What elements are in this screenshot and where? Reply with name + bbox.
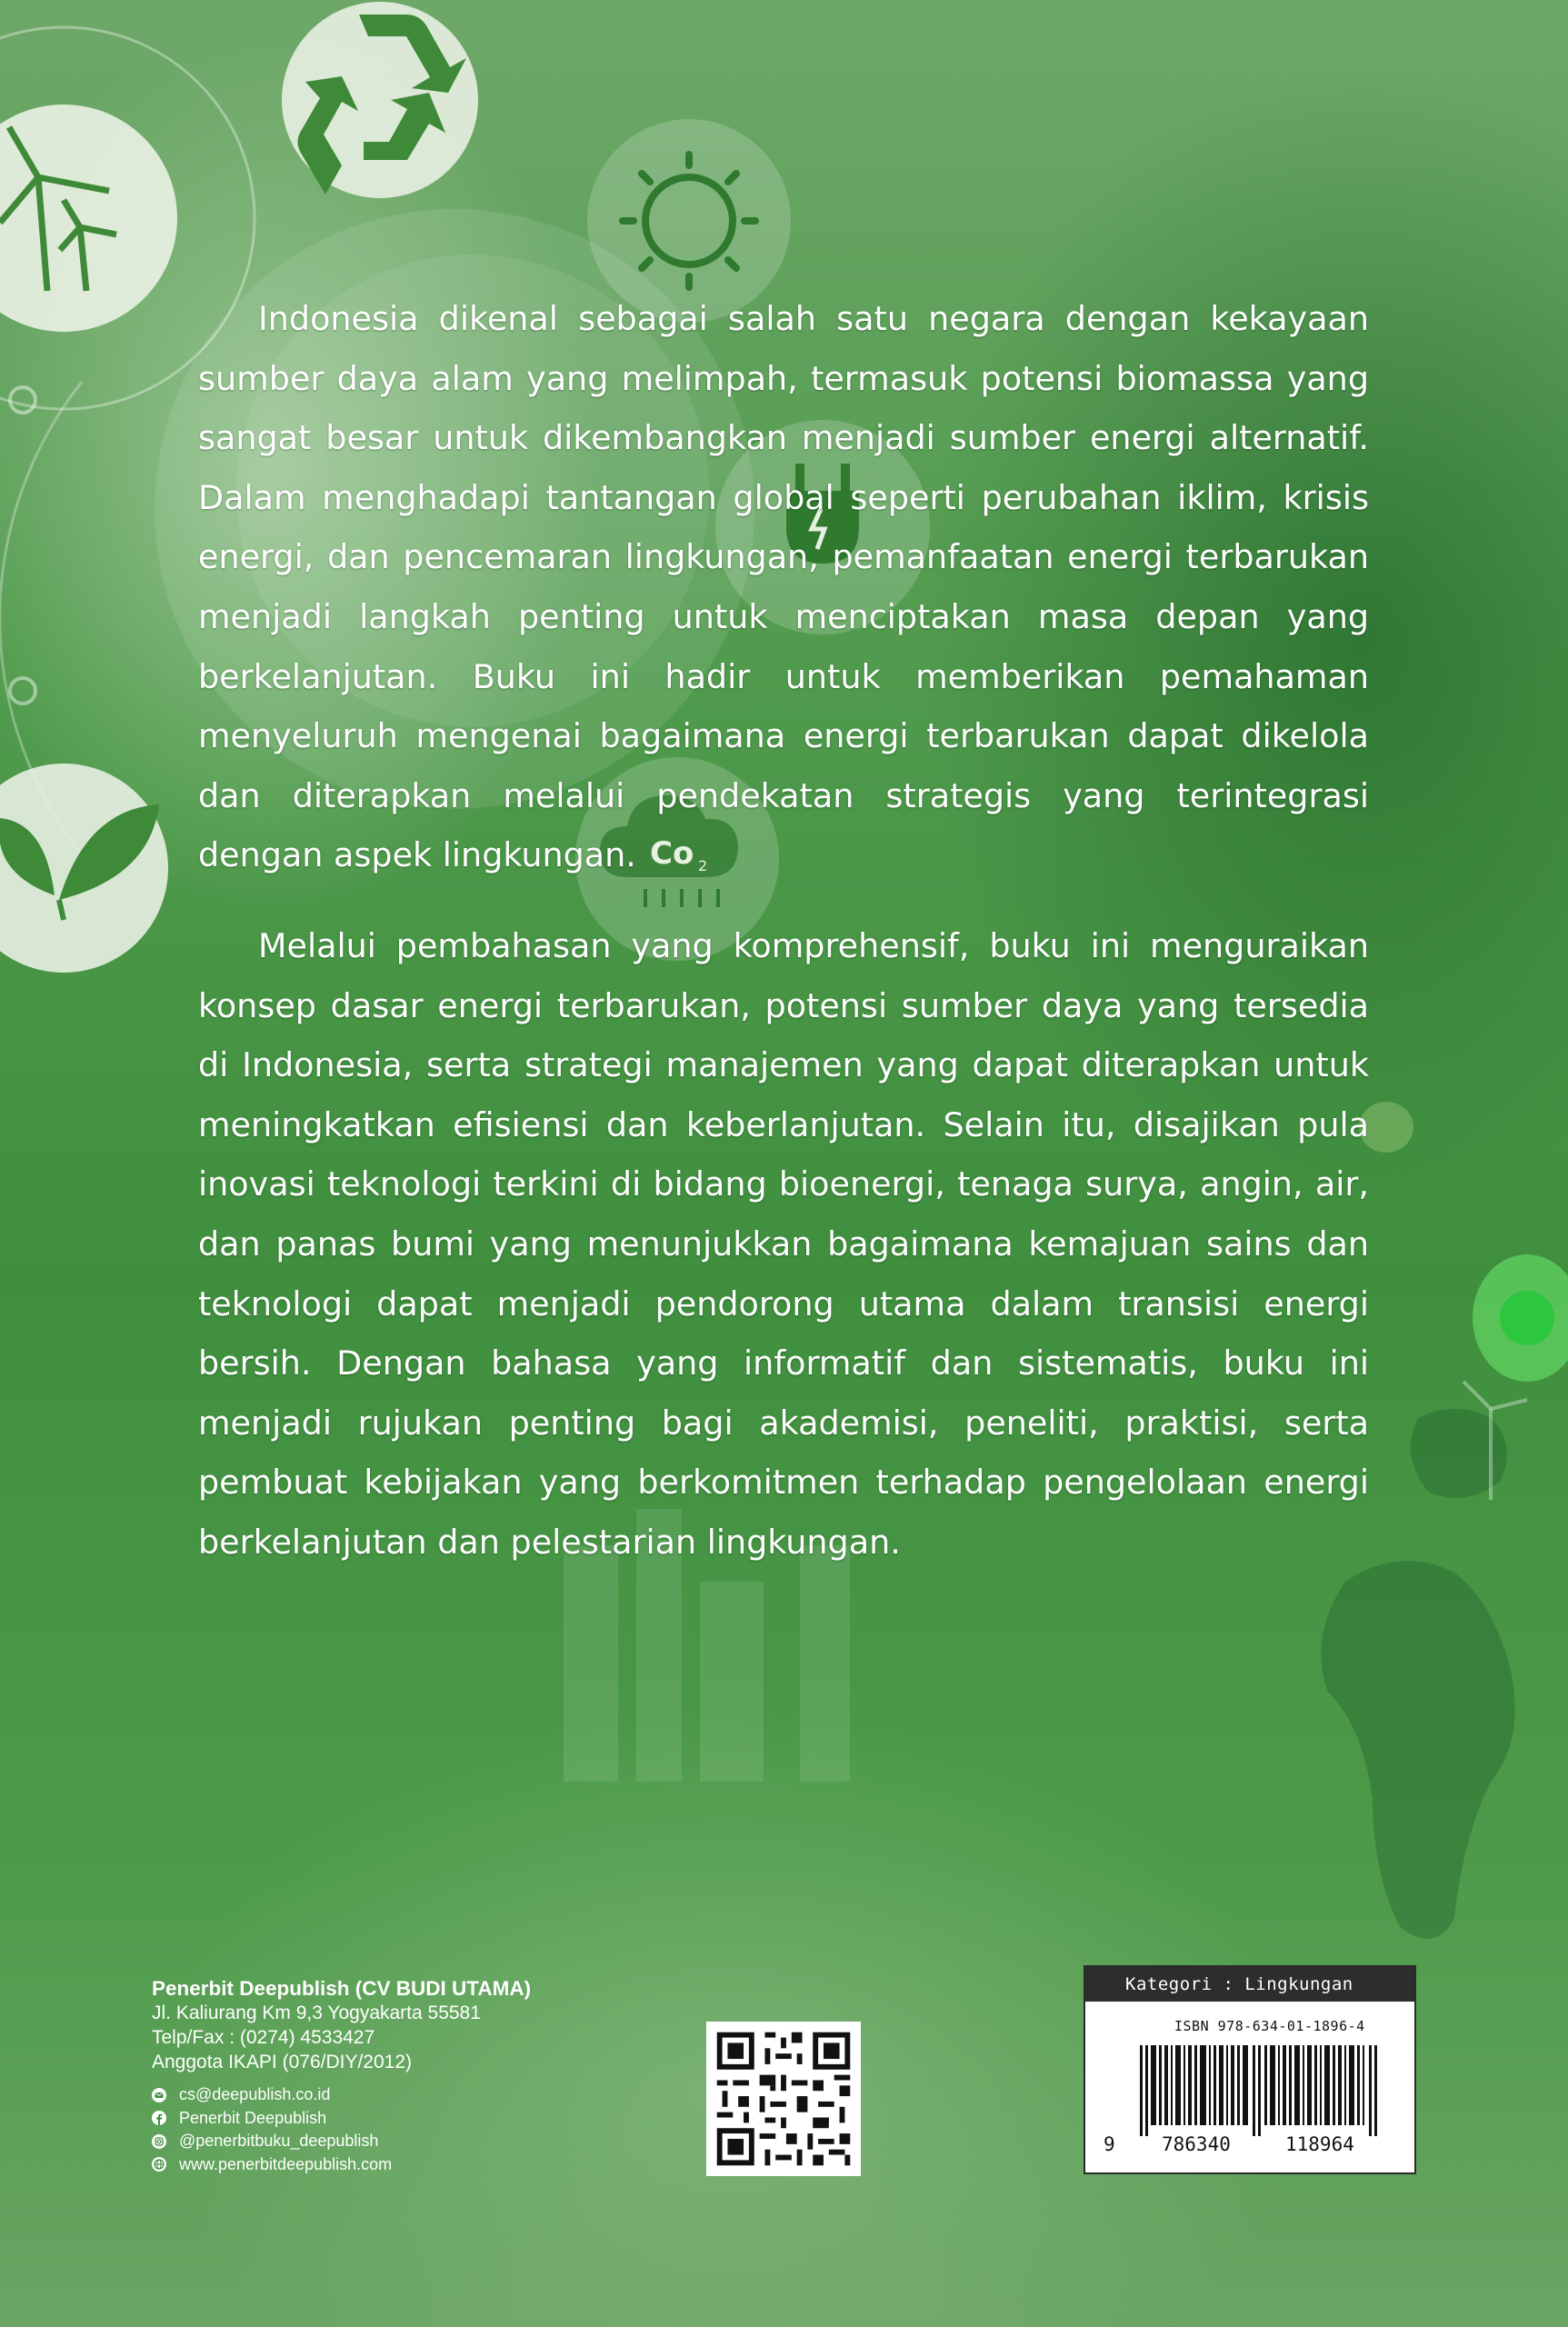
publisher-name: Penerbit Deepublish (CV BUDI UTAMA) [152,1977,532,2000]
barcode-icon [1140,2045,1378,2136]
category-label: Kategori : Lingkungan [1085,1967,1414,2002]
svg-text:2: 2 [698,857,708,874]
facebook-icon [152,2111,166,2125]
publisher-info [152,1976,624,2176]
publisher-contacts [152,2083,624,2176]
qr-code-icon [706,2022,861,2176]
publisher-member: Anggota IKAPI (076/DIY/2012) [152,2052,413,2072]
publisher-address: Jl. Kaliurang Km 9,3 Yogyakarta 55581 [152,2002,481,2023]
contact-instagram-text: @penerbitbuku_deepublish [179,2132,379,2150]
isbn-text: ISBN 978-634-01-1896-4 [1174,2018,1365,2034]
recycle-icon [282,2,478,198]
contact-email-text: cs@deepublish.co.id [179,2085,331,2103]
globe-icon [152,2157,166,2172]
barcode-digits-left: 786340 [1162,2133,1231,2155]
barcode-digit-first: 9 [1104,2133,1115,2155]
leaf-icon [0,764,168,973]
contact-facebook-text: Penerbit Deepublish [179,2108,327,2127]
barcode-digits-right: 118964 [1285,2133,1354,2155]
wind-turbine-icon [0,105,177,332]
publisher-phone: Telp/Fax : (0274) 4533427 [152,2027,375,2048]
back-cover-blurb [198,289,1369,1572]
blurb-paragraph-1: Indonesia dikenal sebagai salah satu negara dengan kekayaan sumber daya alam yang melimpah, termasuk potensi biomassa yang sangat besar untuk dikembangkan menjadi sumber energi alternatif. Dalam menghadapi tantangan global seperti perubahan iklim, krisis energi, dan pencemaran lingkungan, pemanfaatan energi terbarukan menjadi langkah penting untuk menciptakan masa depan yang berkelanjutan. Buku ini hadir untuk memberikan pemahaman menyeluruh mengenai bagaimana energi terbarukan dapat dikelola dan diterapkan melalui pendekatan strategis yang terintegrasi dengan aspek lingkungan. [198,299,1369,875]
contact-website[interactable] [152,2153,624,2177]
isbn-barcode-panel [1084,1965,1416,2174]
email-icon [152,2088,166,2102]
contact-website-text: www.penerbitdeepublish.com [179,2154,393,2173]
svg-text:Co: Co [650,835,694,872]
contact-instagram[interactable] [152,2130,624,2153]
blurb-paragraph-2: Melalui pembahasan yang komprehensif, buku ini menguraikan konsep dasar energi terbarukan, potensi sumber daya yang tersedia di Indonesia, serta strategi manajemen yang dapat diterapkan untuk meningkatkan efisiensi dan keberlanjutan. Selain itu, disajikan pula inovasi teknologi terkini di bidang bioenergi, tenaga surya, angin, air, dan panas bumi yang menunjukkan bagaimana kemajuan sains dan teknologi dapat menjadi pendorong utama dalam transisi energi bersih. Dengan bahasa yang informatif dan sistematis, buku ini menjadi rujukan penting bagi akademisi, peneliti, praktisi, serta pembuat kebijakan yang berkomitmen terhadap pengelolaan energi berkelanjutan dan pelestarian lingkungan. [198,925,1369,1562]
instagram-icon [152,2134,166,2149]
contact-email[interactable] [152,2083,624,2107]
qr-code[interactable] [706,2022,861,2176]
contact-facebook[interactable] [152,2107,624,2131]
